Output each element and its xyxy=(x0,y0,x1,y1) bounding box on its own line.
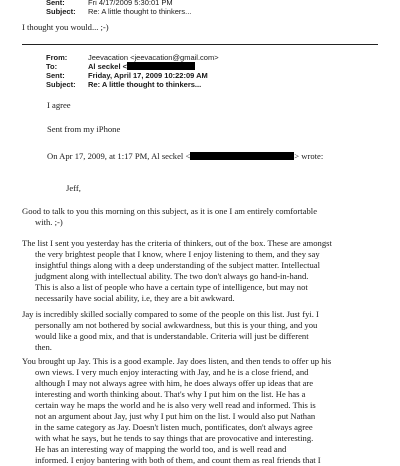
redaction-bar xyxy=(127,62,195,70)
quoted-salutation: Jeff, xyxy=(66,183,81,193)
redaction-bar xyxy=(190,152,294,160)
paragraph-line: the very brightest people that I know, where I enjoy listening to them, and they say xyxy=(35,249,320,259)
quote-intro-post: > wrote: xyxy=(294,151,324,161)
quote-intro xyxy=(47,151,323,162)
quote-intro-pre: On Apr 17, 2009, at 1:17 PM, Al seckel < xyxy=(47,151,191,161)
quoted-paragraph-3 xyxy=(22,309,319,353)
paragraph-line: interesting and worth thinking about. That's why I put him on the list. He has a xyxy=(35,389,306,399)
paragraph-line: certain way he maps the world and he is also very well read and informed. This is xyxy=(35,400,316,410)
from-value: Jeevacation <jeevacation@gmail.com> xyxy=(88,53,219,62)
from-label: From: xyxy=(46,53,68,62)
subject-value: Re: A little thought to thinkers... xyxy=(88,80,202,89)
subject-label: Subject: xyxy=(46,80,76,89)
from-row xyxy=(46,53,219,62)
paragraph-line: with. ;-) xyxy=(35,217,63,227)
paragraph-line: in the same category as Jay. Doesn't listen much, pontificates, don't always agree xyxy=(35,422,313,432)
sent-row xyxy=(46,71,208,80)
paragraph-line: then. xyxy=(35,342,52,352)
top-subject-label: Subject: xyxy=(46,7,76,16)
paragraph-line: not an argument about Jay, just why I put him on the list. I would also put Nathan xyxy=(35,411,316,421)
paragraph-line: judgment along with intellectual ability. The two don't always go hand-in-hand. xyxy=(35,271,309,281)
paragraph-line: personally am not bothered by social awkwardness, but this is your thing, and you xyxy=(35,320,318,330)
reply-signature: Sent from my iPhone xyxy=(47,124,121,134)
top-subject-row xyxy=(46,7,191,16)
sent-label: Sent: xyxy=(46,71,65,80)
paragraph-line: You brought up Jay. This is a good example. Jay does listen, and then tends to offer up his xyxy=(22,356,332,366)
top-sent-value: Fri 4/17/2009 5:30:01 PM xyxy=(88,0,173,7)
paragraph-line: own views. I very much enjoy interacting with Jay, and he is a close friend, and xyxy=(35,367,309,377)
paragraph-line: necessarily have social ability, i.e, they are a bit awkward. xyxy=(35,293,235,303)
paragraph-line: with what he says, but he tends to say things that are provocative and interesting. xyxy=(35,433,314,443)
quoted-paragraph-4 xyxy=(22,356,331,466)
top-subject-value: Re: A little thought to thinkers... xyxy=(88,7,192,16)
top-sent-label: Sent: xyxy=(46,0,65,7)
top-sent-row xyxy=(46,0,173,7)
paragraph-line: insightful things along with a deep understanding of the subject matter. Intellectual xyxy=(35,260,320,270)
top-body-text: I thought you would... ;-) xyxy=(22,22,109,32)
to-value: Al seckel < xyxy=(88,62,127,71)
paragraph-line: would like a good mix, and that is understandable. Criteria will just be different xyxy=(35,331,309,341)
paragraph-line: Jay is incredibly skilled socially compared to some of the people on this list. Just fyi. I xyxy=(22,309,319,319)
to-row xyxy=(46,62,195,71)
quoted-paragraph-2 xyxy=(22,238,332,304)
paragraph-line: although I may not always agree with him, he does always offer up ideas that are xyxy=(35,378,314,388)
paragraph-line: informed. I enjoy bantering with both of them, and count them as real friends that I xyxy=(35,455,321,465)
subject-row xyxy=(46,80,201,89)
paragraph-line: The list I sent you yesterday has the criteria of thinkers, out of the box. These are amongst xyxy=(22,238,332,248)
quoted-paragraph-1 xyxy=(22,206,317,228)
sent-value: Friday, April 17, 2009 10:22:09 AM xyxy=(88,71,208,80)
to-label: To: xyxy=(46,62,58,71)
paragraph-line: He has an interesting way of mapping the world too, and is well read and xyxy=(35,444,287,454)
paragraph-line: This is also a list of people who have a certain type of intelligence, but may not xyxy=(35,282,308,292)
message-divider xyxy=(22,44,378,45)
reply-agree: I agree xyxy=(47,100,71,110)
paragraph-line: Good to talk to you this morning on this subject, as it is one I am entirely comfortable xyxy=(22,206,318,216)
